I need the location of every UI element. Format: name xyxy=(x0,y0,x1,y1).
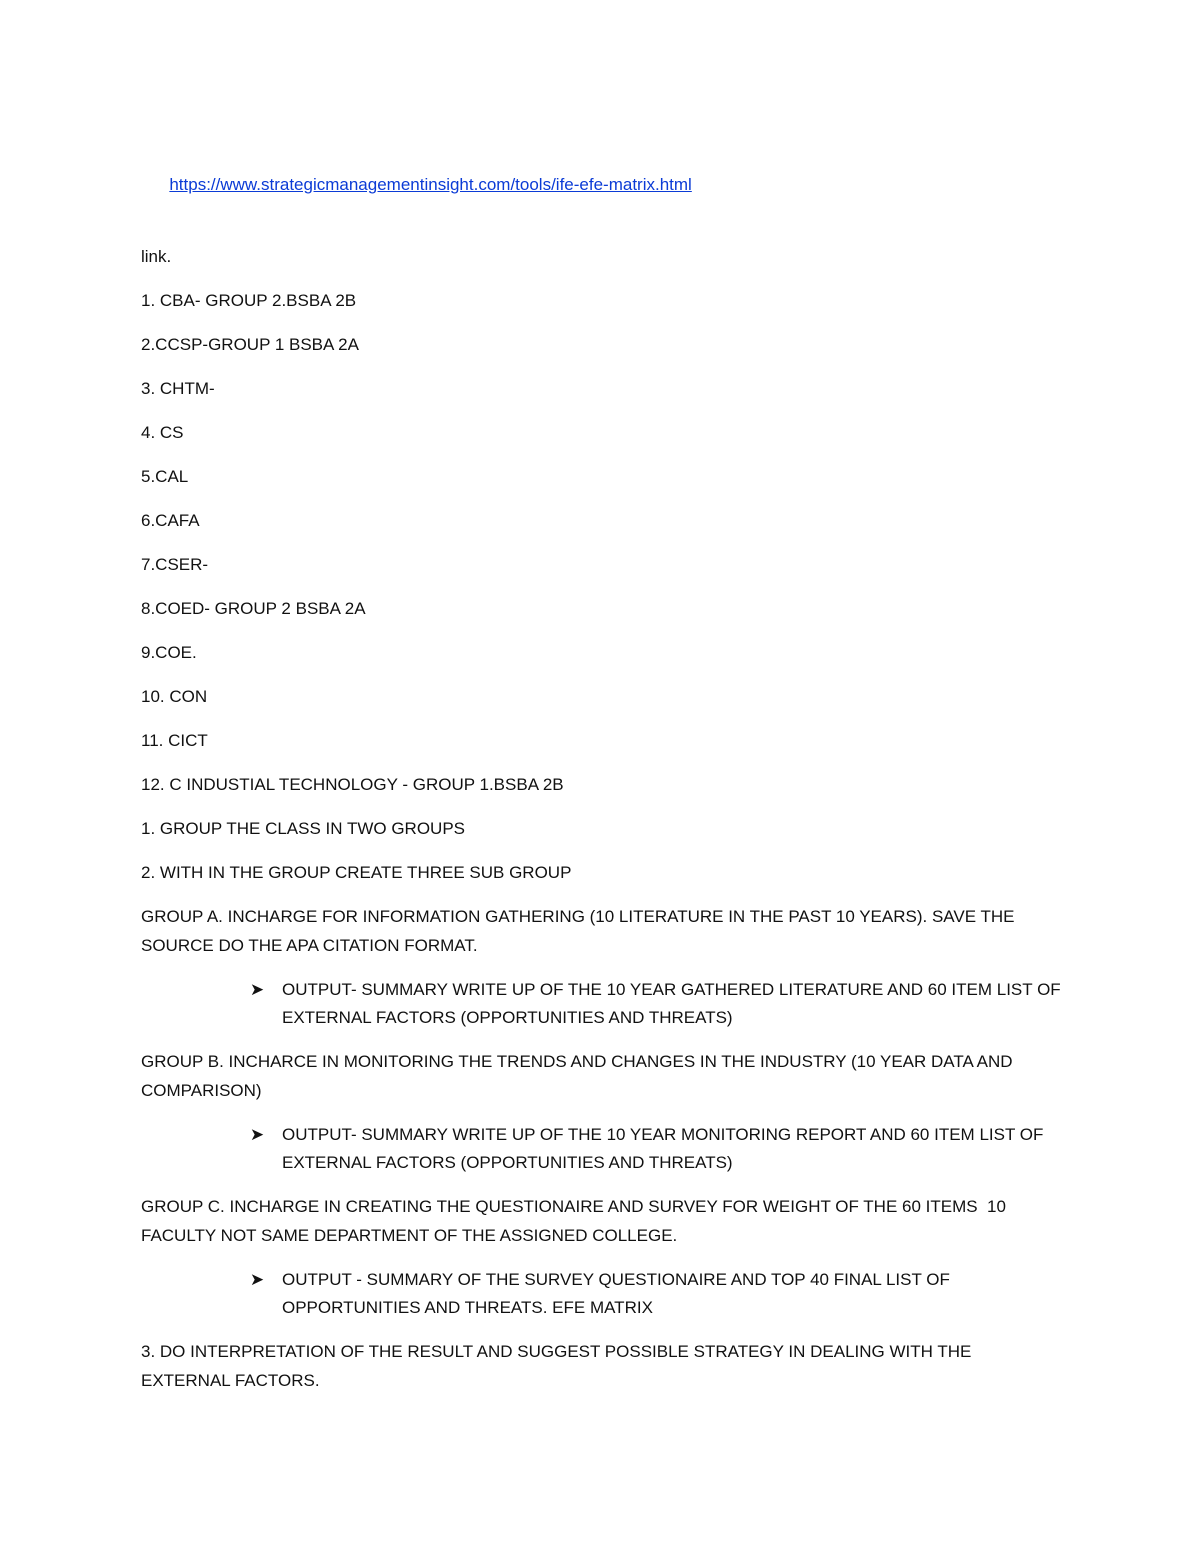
final-step: 3. DO INTERPRETATION OF THE RESULT AND SUGGEST POSSIBLE STRATEGY IN DEALING WITH THE EXTERNAL FACTORS. xyxy=(141,1342,977,1390)
college-item-5: 5.CAL xyxy=(141,467,189,486)
college-item-6: 6.CAFA xyxy=(141,511,200,530)
college-item-4: 4. CS xyxy=(141,423,184,442)
arrowhead-bullet-icon: ➤ xyxy=(249,979,265,999)
group-c-output-bullet xyxy=(141,1266,1061,1323)
college-item-12: 12. C INDUSTIAL TECHNOLOGY - GROUP 1.BSBA 2B xyxy=(141,775,564,794)
document-body xyxy=(141,142,1066,1411)
college-item-1: 1. CBA- GROUP 2.BSBA 2B xyxy=(141,291,357,310)
college-item-8: 8.COED- GROUP 2 BSBA 2A xyxy=(141,599,366,618)
url-paragraph xyxy=(141,142,1061,228)
arrowhead-bullet-icon: ➤ xyxy=(249,1269,265,1289)
college-item-9: 9.COE. xyxy=(141,643,197,662)
group-c-description: GROUP C. INCHARGE IN CREATING THE QUESTIONAIRE AND SURVEY FOR WEIGHT OF THE 60 ITEMS 10 FACULTY NOT SAME DEPARTMENT OF THE ASSIGNED COLLEGE. xyxy=(141,1197,1011,1245)
college-item-2: 2.CCSP-GROUP 1 BSBA 2A xyxy=(141,335,359,354)
link-label: link. xyxy=(141,247,172,266)
college-item-11: 11. CICT xyxy=(141,731,208,750)
college-item-3: 3. CHTM- xyxy=(141,379,215,398)
group-c-output: OUTPUT - SUMMARY OF THE SURVEY QUESTIONAIRE AND TOP 40 FINAL LIST OF OPPORTUNITIES AND THREATS. EFE MATRIX xyxy=(282,1269,955,1317)
group-b-output: OUTPUT- SUMMARY WRITE UP OF THE 10 YEAR MONITORING REPORT AND 60 ITEM LIST OF EXTERNAL FACTORS (OPPORTUNITIES AND THREATS) xyxy=(282,1124,1049,1172)
group-a-description: GROUP A. INCHARGE FOR INFORMATION GATHERING (10 LITERATURE IN THE PAST 10 YEARS). SAVE THE SOURCE DO THE APA CITATION FORMAT. xyxy=(141,907,1020,955)
college-item-10: 10. CON xyxy=(141,687,208,706)
arrowhead-bullet-icon: ➤ xyxy=(249,1124,265,1144)
group-b-output-bullet xyxy=(141,1121,1061,1178)
group-b-description: GROUP B. INCHARCE IN MONITORING THE TRENDS AND CHANGES IN THE INDUSTRY (10 YEAR DATA AND COMPARISON) xyxy=(141,1052,1018,1100)
group-a-output: OUTPUT- SUMMARY WRITE UP OF THE 10 YEAR GATHERED LITERATURE AND 60 ITEM LIST OF EXTERNAL FACTORS (OPPORTUNITIES AND THREATS) xyxy=(282,979,1066,1027)
step-1: 1. GROUP THE CLASS IN TWO GROUPS xyxy=(141,819,466,838)
group-a-output-bullet xyxy=(141,976,1066,1033)
college-item-7: 7.CSER- xyxy=(141,555,209,574)
step-2: 2. WITH IN THE GROUP CREATE THREE SUB GROUP xyxy=(141,863,572,882)
source-url-link[interactable]: https://www.strategicmanagementinsight.com/tools/ife-efe-matrix.html xyxy=(169,174,692,194)
